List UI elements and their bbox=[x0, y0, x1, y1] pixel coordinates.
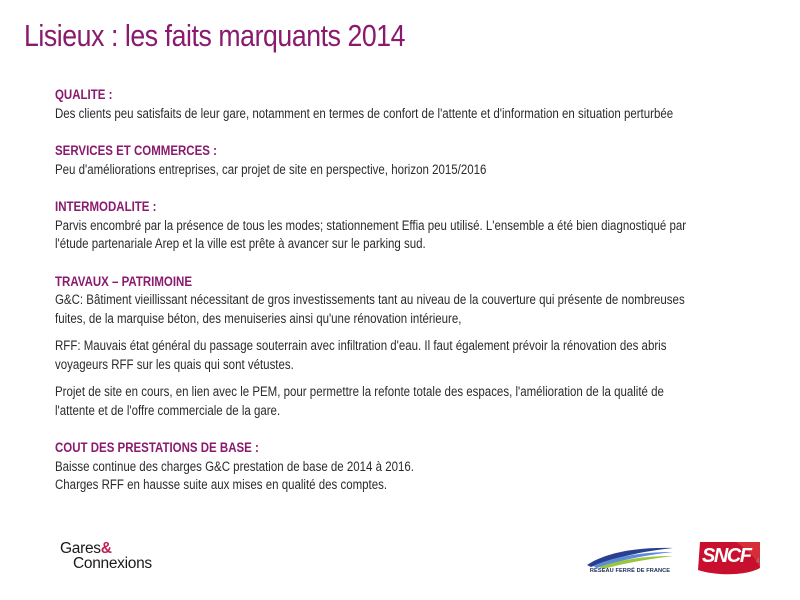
rff-logo-text: RÉSEAU FERRÉ DE FRANCE bbox=[589, 568, 671, 574]
section-heading: SERVICES ET COMMERCES : bbox=[55, 143, 217, 158]
section-qualite bbox=[55, 86, 759, 123]
gc-logo-word: Connexions bbox=[73, 555, 152, 572]
sncf-logo-text: SNCF bbox=[702, 545, 751, 567]
body-line: Parvis encombré par la présence de tous les modes; stationnement Effia peu utilisé. L'ensemble a été bien diagnostiqué par bbox=[55, 217, 687, 233]
section-heading: QUALITE : bbox=[55, 87, 113, 102]
body-line: Charges RFF en hausse suite aux mises en qualité des comptes. bbox=[55, 477, 388, 492]
gares-connexions-logo bbox=[60, 541, 152, 571]
body-line: l'attente et de l'offre commerciale de la gare. bbox=[55, 402, 281, 418]
section-heading: TRAVAUX – PATRIMOINE bbox=[55, 273, 193, 289]
section-heading: INTERMODALITE : bbox=[55, 199, 157, 214]
body-line: Projet de site en cours, en lien avec le PEM, pour permettre la refonte totale des espaces, l'amélioration de la qualité de bbox=[55, 384, 664, 399]
sncf-logo bbox=[696, 540, 762, 576]
rff-swoosh-icon bbox=[585, 545, 675, 569]
rff-logo bbox=[585, 545, 675, 577]
page-number: 4 bbox=[756, 558, 760, 565]
body-line: fuites, de la marquise béton, des menuiseries ainsi qu'une rénovation intérieure, bbox=[55, 310, 462, 326]
section-heading: COUT DES PRESTATIONS DE BASE : bbox=[55, 440, 259, 455]
section-intermodalite bbox=[55, 198, 759, 254]
slide-content bbox=[55, 86, 759, 495]
gc-logo-ampersand: & bbox=[100, 540, 112, 557]
section-travaux bbox=[55, 273, 759, 421]
section-cout bbox=[55, 439, 759, 495]
body-line: Peu d'améliorations entreprises, car projet de site en perspective, horizon 2015/2016 bbox=[55, 161, 487, 177]
body-line: RFF: Mauvais état général du passage souterrain avec infiltration d'eau. Il faut également prévoir la rénovation des abris bbox=[55, 338, 667, 353]
section-services bbox=[55, 142, 759, 179]
body-line: voyageurs RFF sur les quais qui sont vétustes. bbox=[55, 356, 294, 372]
body-line: Des clients peu satisfaits de leur gare, notamment en termes de confort de l'attente et d'information en situation perturbée bbox=[55, 105, 674, 121]
page-title: Lisieux : les faits marquants 2014 bbox=[24, 18, 406, 53]
body-line: G&C: Bâtiment vieillissant nécessitant de gros investissements tant au niveau de la couverture qui présente de nombreuses bbox=[55, 292, 685, 307]
gc-logo-word: Gares bbox=[60, 540, 101, 557]
body-line: l'étude partenariale Arep et la ville est prête à avancer sur le parking sud. bbox=[55, 236, 426, 251]
body-line: Baisse continue des charges G&C prestation de base de 2014 à 2016. bbox=[55, 458, 414, 474]
